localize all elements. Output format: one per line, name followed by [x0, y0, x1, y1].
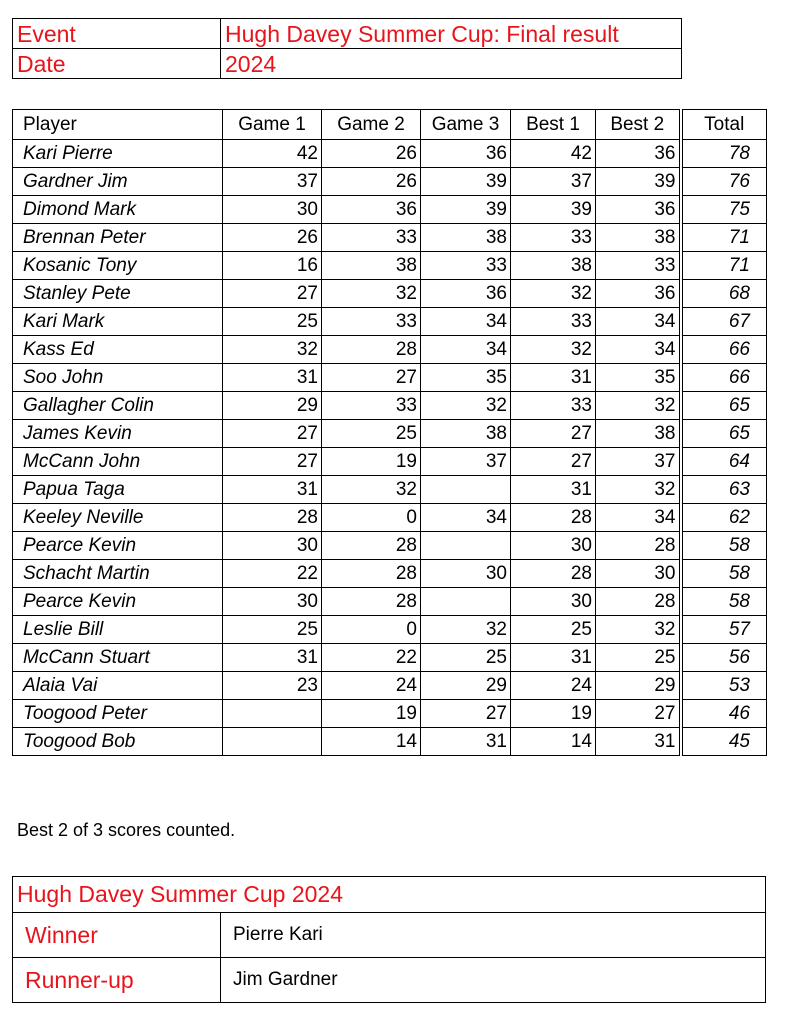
table-row: [13, 588, 767, 616]
cell-game-2: 24: [322, 672, 421, 700]
cell-total: 65: [681, 392, 767, 420]
cell-total: 53: [681, 672, 767, 700]
cell-game-2: 14: [322, 728, 421, 756]
cell-best-1: 24: [511, 672, 596, 700]
cell-total: 71: [681, 252, 767, 280]
column-header-best-1: Best 1: [511, 110, 596, 140]
cell-game-3: 34: [421, 504, 511, 532]
cell-game-3: 34: [421, 336, 511, 364]
event-row: [13, 19, 682, 49]
cell-best-2: 36: [596, 140, 681, 168]
cell-total: 45: [681, 728, 767, 756]
table-row: [13, 560, 767, 588]
cell-player: McCann John: [13, 448, 223, 476]
cell-game-1: 37: [223, 168, 322, 196]
cell-game-1: [223, 728, 322, 756]
cell-player: Toogood Bob: [13, 728, 223, 756]
runner-up-row: [13, 958, 766, 1003]
cell-total: 66: [681, 336, 767, 364]
cell-game-1: 16: [223, 252, 322, 280]
cell-game-1: 27: [223, 448, 322, 476]
cell-game-3: 25: [421, 644, 511, 672]
cell-best-1: 42: [511, 140, 596, 168]
cell-best-1: 37: [511, 168, 596, 196]
cell-best-1: 38: [511, 252, 596, 280]
cell-game-3: 39: [421, 168, 511, 196]
table-row: [13, 672, 767, 700]
cell-best-2: 30: [596, 560, 681, 588]
cell-player: Kari Pierre: [13, 140, 223, 168]
table-row: [13, 420, 767, 448]
cell-total: 64: [681, 448, 767, 476]
cell-total: 46: [681, 700, 767, 728]
cell-total: 58: [681, 532, 767, 560]
cell-game-3: 32: [421, 616, 511, 644]
cell-game-1: 30: [223, 532, 322, 560]
cell-game-2: 26: [322, 168, 421, 196]
cell-game-3: 31: [421, 728, 511, 756]
cell-game-1: 31: [223, 644, 322, 672]
event-value: Hugh Davey Summer Cup: Final result: [221, 19, 682, 49]
cell-player: Soo John: [13, 364, 223, 392]
cell-total: 66: [681, 364, 767, 392]
cell-game-2: 28: [322, 560, 421, 588]
cell-player: Brennan Peter: [13, 224, 223, 252]
cell-player: Kass Ed: [13, 336, 223, 364]
cell-game-3: 35: [421, 364, 511, 392]
cell-best-2: 27: [596, 700, 681, 728]
cell-game-3: 38: [421, 224, 511, 252]
cell-game-1: 28: [223, 504, 322, 532]
cell-player: McCann Stuart: [13, 644, 223, 672]
cell-best-1: 28: [511, 504, 596, 532]
table-row: [13, 364, 767, 392]
cell-game-1: 22: [223, 560, 322, 588]
results-body: [13, 140, 767, 756]
cell-best-1: 32: [511, 336, 596, 364]
cell-game-3: 30: [421, 560, 511, 588]
cell-game-1: 25: [223, 308, 322, 336]
runner-up-label: Runner-up: [13, 958, 221, 1003]
cell-best-1: 33: [511, 392, 596, 420]
winner-name: Pierre Kari: [221, 913, 766, 958]
cell-game-2: 19: [322, 700, 421, 728]
cell-game-3: 36: [421, 280, 511, 308]
cell-total: 62: [681, 504, 767, 532]
cell-game-2: 27: [322, 364, 421, 392]
cell-best-1: 39: [511, 196, 596, 224]
cell-game-3: [421, 588, 511, 616]
table-row: [13, 336, 767, 364]
table-row: [13, 140, 767, 168]
cell-game-1: 27: [223, 420, 322, 448]
cell-best-2: 34: [596, 336, 681, 364]
cell-best-2: 32: [596, 392, 681, 420]
cell-game-3: 29: [421, 672, 511, 700]
cell-game-3: 36: [421, 140, 511, 168]
cell-best-2: 37: [596, 448, 681, 476]
cell-best-1: 30: [511, 532, 596, 560]
cell-best-1: 33: [511, 308, 596, 336]
table-row: [13, 504, 767, 532]
table-row: [13, 448, 767, 476]
cell-game-2: 25: [322, 420, 421, 448]
cell-best-1: 31: [511, 364, 596, 392]
cell-game-2: 36: [322, 196, 421, 224]
cell-player: Dimond Mark: [13, 196, 223, 224]
event-label: Event: [13, 19, 221, 49]
results-table: [12, 109, 767, 756]
cell-total: 56: [681, 644, 767, 672]
table-row: [13, 196, 767, 224]
cell-best-2: 31: [596, 728, 681, 756]
cell-best-2: 32: [596, 616, 681, 644]
runner-up-name: Jim Gardner: [221, 958, 766, 1003]
cell-best-2: 34: [596, 504, 681, 532]
cell-best-2: 38: [596, 224, 681, 252]
cell-best-1: 30: [511, 588, 596, 616]
cell-game-2: 33: [322, 308, 421, 336]
cell-best-1: 19: [511, 700, 596, 728]
cell-best-1: 32: [511, 280, 596, 308]
cell-game-2: 22: [322, 644, 421, 672]
summary-title-row: [13, 877, 766, 913]
cell-game-3: 37: [421, 448, 511, 476]
cell-best-2: 29: [596, 672, 681, 700]
cell-player: Pearce Kevin: [13, 588, 223, 616]
cell-player: Toogood Peter: [13, 700, 223, 728]
cell-player: Stanley Pete: [13, 280, 223, 308]
cell-total: 67: [681, 308, 767, 336]
cell-game-2: 32: [322, 280, 421, 308]
cell-best-2: 39: [596, 168, 681, 196]
cell-best-2: 28: [596, 532, 681, 560]
cell-player: Schacht Martin: [13, 560, 223, 588]
cell-game-3: 33: [421, 252, 511, 280]
cell-game-1: 27: [223, 280, 322, 308]
cell-game-1: 30: [223, 588, 322, 616]
column-header-game-3: Game 3: [421, 110, 511, 140]
cell-game-3: 38: [421, 420, 511, 448]
summary-title: Hugh Davey Summer Cup 2024: [13, 877, 766, 913]
cell-game-3: 32: [421, 392, 511, 420]
cell-game-1: 30: [223, 196, 322, 224]
cell-game-3: 39: [421, 196, 511, 224]
cell-game-3: 34: [421, 308, 511, 336]
cell-total: 57: [681, 616, 767, 644]
cell-game-2: 0: [322, 616, 421, 644]
table-row: [13, 168, 767, 196]
cell-game-1: 25: [223, 616, 322, 644]
table-row: [13, 476, 767, 504]
cell-best-1: 14: [511, 728, 596, 756]
cell-player: James Kevin: [13, 420, 223, 448]
cell-player: Gallagher Colin: [13, 392, 223, 420]
cell-player: Kari Mark: [13, 308, 223, 336]
cell-game-1: 32: [223, 336, 322, 364]
cell-total: 71: [681, 224, 767, 252]
cell-game-1: 31: [223, 476, 322, 504]
winner-label: Winner: [13, 913, 221, 958]
cell-game-2: 28: [322, 588, 421, 616]
column-header-best-2: Best 2: [596, 110, 681, 140]
scoring-note: Best 2 of 3 scores counted.: [17, 820, 236, 840]
table-row: [13, 616, 767, 644]
cell-game-1: [223, 700, 322, 728]
cell-game-3: [421, 532, 511, 560]
event-info-table: [12, 18, 682, 79]
cell-player: Gardner Jim: [13, 168, 223, 196]
table-row: [13, 700, 767, 728]
cell-best-2: 28: [596, 588, 681, 616]
cell-total: 68: [681, 280, 767, 308]
cell-game-2: 28: [322, 336, 421, 364]
table-row: [13, 252, 767, 280]
cell-total: 58: [681, 560, 767, 588]
winner-summary-table: [12, 876, 766, 1003]
cell-best-1: 27: [511, 420, 596, 448]
cell-total: 78: [681, 140, 767, 168]
table-row: [13, 644, 767, 672]
cell-player: Leslie Bill: [13, 616, 223, 644]
cell-player: Pearce Kevin: [13, 532, 223, 560]
cell-game-2: 19: [322, 448, 421, 476]
column-header-game-2: Game 2: [322, 110, 421, 140]
cell-best-2: 36: [596, 280, 681, 308]
column-header-player: Player: [13, 110, 223, 140]
cell-total: 75: [681, 196, 767, 224]
cell-player: Alaia Vai: [13, 672, 223, 700]
table-row: [13, 308, 767, 336]
cell-total: 63: [681, 476, 767, 504]
cell-player: Kosanic Tony: [13, 252, 223, 280]
cell-game-1: 29: [223, 392, 322, 420]
cell-best-1: 28: [511, 560, 596, 588]
cell-best-1: 33: [511, 224, 596, 252]
cell-game-3: 27: [421, 700, 511, 728]
cell-best-2: 32: [596, 476, 681, 504]
table-row: [13, 532, 767, 560]
cell-best-2: 36: [596, 196, 681, 224]
cell-game-2: 26: [322, 140, 421, 168]
table-row: [13, 728, 767, 756]
date-row: [13, 49, 682, 79]
cell-game-2: 38: [322, 252, 421, 280]
cell-game-1: 26: [223, 224, 322, 252]
cell-best-1: 27: [511, 448, 596, 476]
column-header-game-1: Game 1: [223, 110, 322, 140]
cell-total: 65: [681, 420, 767, 448]
cell-game-1: 31: [223, 364, 322, 392]
cell-best-2: 35: [596, 364, 681, 392]
winner-row: [13, 913, 766, 958]
date-value: 2024: [221, 49, 682, 79]
cell-total: 58: [681, 588, 767, 616]
cell-game-2: 28: [322, 532, 421, 560]
cell-best-1: 31: [511, 644, 596, 672]
table-row: [13, 224, 767, 252]
cell-best-2: 38: [596, 420, 681, 448]
cell-player: Papua Taga: [13, 476, 223, 504]
cell-total: 76: [681, 168, 767, 196]
table-row: [13, 280, 767, 308]
cell-game-3: [421, 476, 511, 504]
cell-best-2: 34: [596, 308, 681, 336]
cell-game-2: 0: [322, 504, 421, 532]
column-header-total: Total: [681, 110, 767, 140]
cell-best-2: 25: [596, 644, 681, 672]
table-row: [13, 392, 767, 420]
cell-best-2: 33: [596, 252, 681, 280]
results-header-row: [13, 110, 767, 140]
date-label: Date: [13, 49, 221, 79]
cell-best-1: 31: [511, 476, 596, 504]
cell-best-1: 25: [511, 616, 596, 644]
cell-game-2: 32: [322, 476, 421, 504]
cell-game-1: 42: [223, 140, 322, 168]
cell-game-1: 23: [223, 672, 322, 700]
cell-game-2: 33: [322, 224, 421, 252]
cell-player: Keeley Neville: [13, 504, 223, 532]
cell-game-2: 33: [322, 392, 421, 420]
